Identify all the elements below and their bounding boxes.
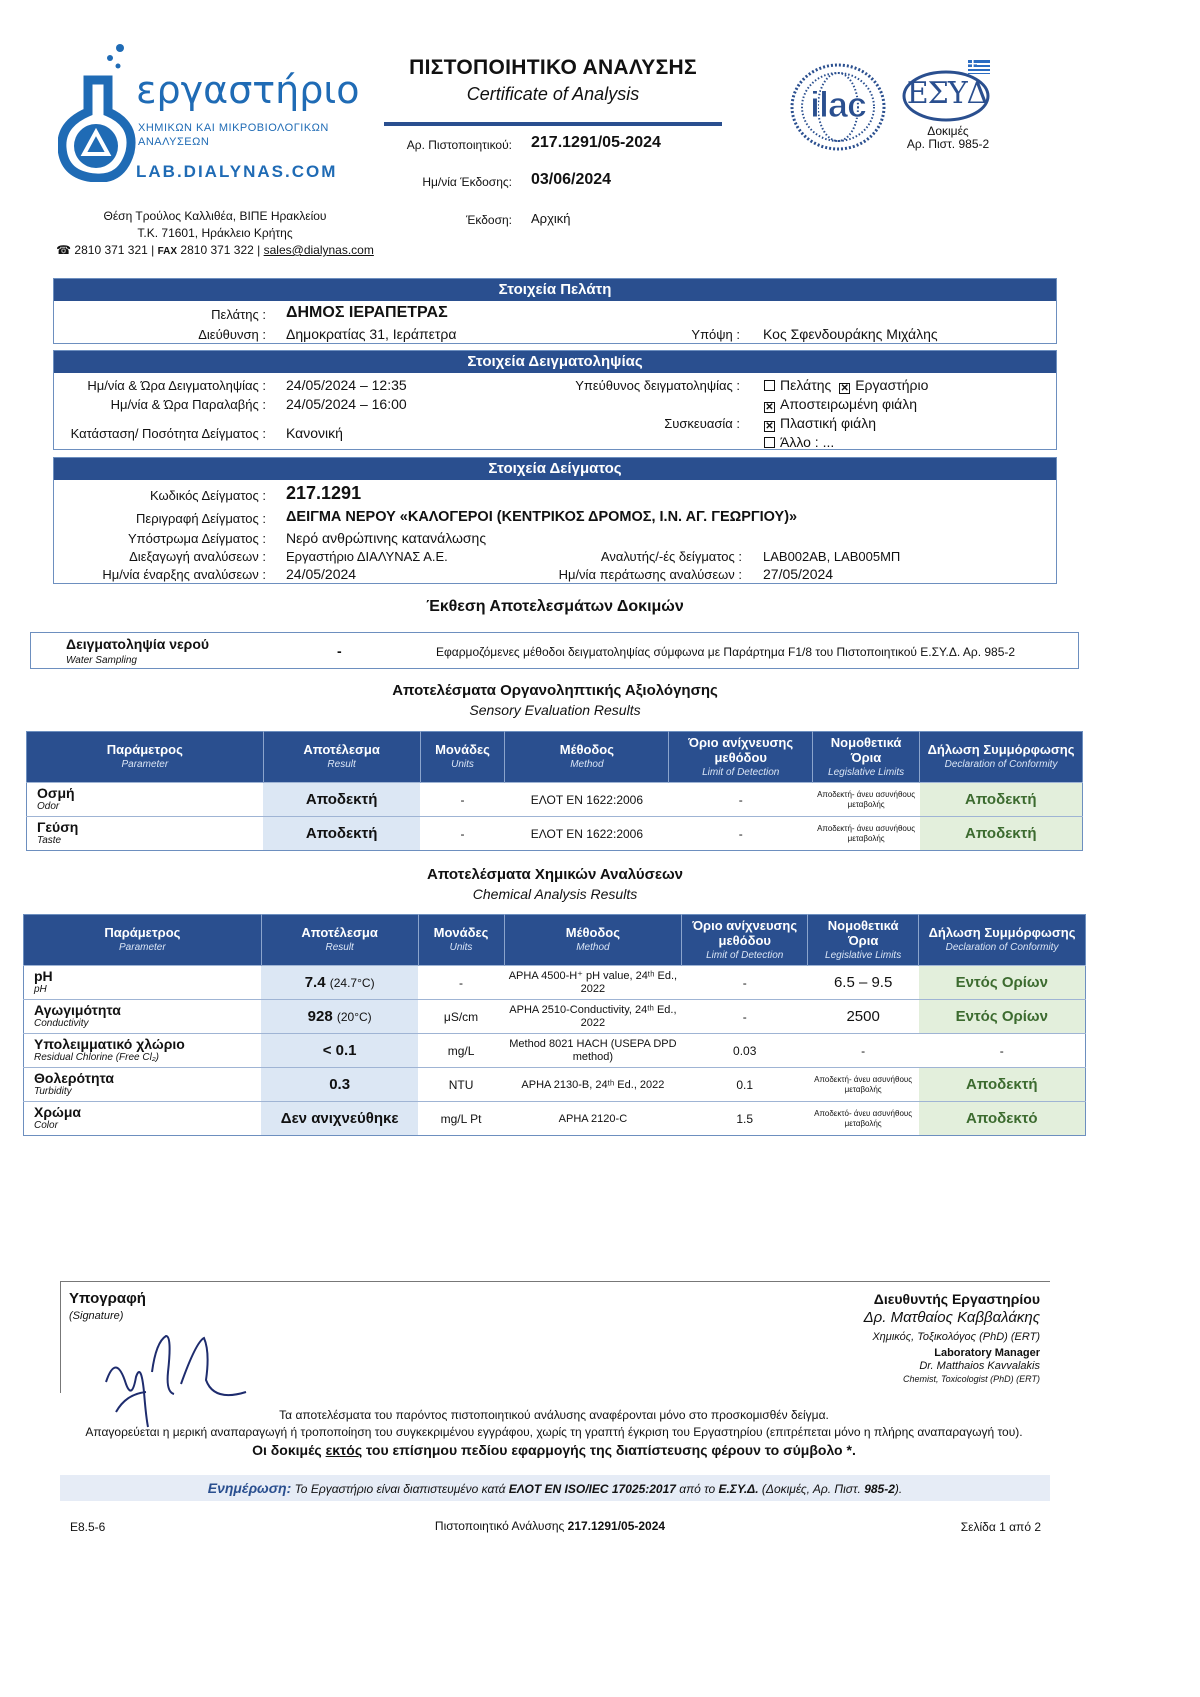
col-lod: Όριο ανίχνευσης μεθόδου Limit of Detection [669,732,813,783]
result-cell: Αποδεκτή [263,817,420,851]
lab-checkbox[interactable]: ✕ [840,383,849,394]
col-lod: Όριο ανίχνευσης μεθόδου Limit of Detection [682,915,808,966]
table-row [24,1000,1086,1034]
sensory-table [26,731,1083,851]
manager-name: Δρ. Ματθαίος Καββαλάκης [863,1309,1040,1326]
legal-cell: Αποδεκτή- άνευ ασυνήθους μεταβολής [813,783,920,817]
fax: 2810 371 322 [180,243,254,257]
ws-en: Water Sampling [66,655,137,666]
col-units: Μονάδες Units [420,732,505,783]
units-cell: - [420,817,505,851]
method-cell: ΕΛΟΤ ΕΝ 1622:2006 [505,783,669,817]
document-title-block [384,56,722,105]
method-cell: ΕΛΟΤ ΕΝ 1622:2006 [505,817,669,851]
conformity-cell: Αποδεκτό [919,1102,1086,1136]
sensory-subtitle: Sensory Evaluation Results [469,702,641,718]
param-cell: Χρώμα Color [24,1102,262,1136]
legal-cell: Αποδεκτό- άνευ ασυνήθους μεταβολής [808,1102,919,1136]
responsible-options [764,377,928,394]
esyd-line2: Αρ. Πιστ. 985-2 [906,137,990,151]
other-option: Άλλο : ... [780,434,835,450]
packaging-label: Συσκευασία : [664,416,740,431]
logo-sub2: ΑΝΑΛΥΣΕΩΝ [138,136,210,148]
legal-cell: 6.5 – 9.5 [808,966,919,1000]
matrix-label: Υπόστρωμα Δείγματος : [127,531,266,546]
manager-role-en: Chemist, Toxicologist (PhD) (ERT) [902,1374,1040,1384]
client-heading: Στοιχεία Πελάτη [54,279,1056,301]
water-sampling-row [30,632,1079,669]
sampling-heading: Στοιχεία Δειγματοληψίας [54,351,1056,373]
param-cell: Θολερότητα Turbidity [24,1068,262,1102]
logo-sub1: ΧΗΜΙΚΩΝ ΚΑΙ ΜΙΚΡΟΒΙΟΛΟΓΙΚΩΝ [138,122,329,134]
sterile-checkbox[interactable]: ✕ [765,402,774,413]
logo-name: εργαστήριο [136,68,360,112]
contact-line: ☎ 2810 371 321 | FAX 2810 371 322 | sales@dialynas.com [56,243,374,257]
plastic-option: Πλαστική φιάλη [780,415,877,431]
logo-web[interactable]: LAB.DIALYNAS.COM [136,162,338,181]
esyd-line1: Δοκιμές [927,124,969,138]
address-line2: Τ.Κ. 71601, Ηράκλειο Κρήτης [137,226,293,240]
chemical-title-block [300,866,810,902]
address-line1: Θέση Τρούλος Καλλιθέα, ΒΙΠΕ Ηρακλείου [103,209,327,223]
client-name: ΔΗΜΟΣ ΙΕΡΑΠΕΤΡΑΣ [286,304,448,321]
chemical-table [23,914,1086,1136]
chemical-subtitle: Chemical Analysis Results [472,886,638,902]
end-date: 27/05/2024 [763,566,834,582]
manager-title: Διευθυντής Εργαστηρίου [873,1291,1040,1307]
sample-desc-label: Περιγραφή Δείγματος : [136,511,266,526]
col-param: Παράμετρος Parameter [27,732,264,783]
client-label: Πελάτης : [211,307,266,322]
client-option: Πελάτης [780,377,832,393]
edition-label: Έκδοση: [465,213,512,227]
phone: 2810 371 321 [74,243,148,257]
conformity-cell: Αποδεκτή [919,1068,1086,1102]
signature-label: Υπογραφή [69,1290,146,1307]
units-cell: mg/L [418,1034,504,1068]
sampling-section [53,350,1057,450]
sample-section [53,457,1057,584]
report-heading: Έκθεση Αποτελεσμάτων Δοκιμών [426,598,684,615]
method-cell: APHA 2120-C [504,1102,682,1136]
lab-option: Εργαστήριο [855,377,929,393]
col-result: Αποτέλεσμα Result [261,915,418,966]
conformity-cell: Εντός Ορίων [919,966,1086,1000]
legal-cell: Αποδεκτή- άνευ ασυνήθους μεταβολής [813,817,920,851]
param-cell: Οσμή Odor [27,783,264,817]
flask-icon [58,42,138,182]
method-cell: Method 8021 HACH (USEPA DPD method) [504,1034,682,1068]
sample-heading: Στοιχεία Δείγματος [54,458,1056,480]
ws-text: Εφαρμοζόμενες μέθοδοι δειγματοληψίας σύμφωνα με Παράρτημα F1/8 του Πιστοποιητικού Ε.ΣΥ.Δ. Αρ. 985-2 [436,645,1016,659]
start-date: 24/05/2024 [286,566,357,582]
table-row [24,966,1086,1000]
page-number: Σελίδα 1 από 2 [960,1520,1041,1534]
sensory-title: Αποτελέσματα Οργανοληπτικής Αξιολόγησης [392,682,718,699]
sample-code: 217.1291 [286,483,362,503]
units-cell: μS/cm [418,1000,504,1034]
attn: Κος Σφενδουράκης Μιχάλης [763,326,938,342]
signature-label-en: (Signature) [69,1310,124,1322]
result-cell: Δεν ανιχνεύθηκε [261,1102,418,1136]
legal-cell: - [808,1034,919,1068]
lod-cell: 0.1 [682,1068,808,1102]
condition-label: Κατάσταση/ Ποσότητα Δείγματος : [70,426,266,441]
lod-cell: - [669,783,813,817]
units-cell: - [420,783,505,817]
col-method: Μέθοδος Method [504,915,682,966]
col-legal: Νομοθετικά Όρια Legislative Limits [813,732,920,783]
esyd-text: ΕΣΥΔ [906,76,988,111]
cert-no-label: Αρ. Πιστοποιητικού: [406,138,512,152]
sterile-option: Αποστειρωμένη φιάλη [780,396,918,412]
responsible-label: Υπεύθυνος δειγματοληψίας : [575,378,740,393]
lab-address [52,208,378,260]
form-code: E8.5-6 [70,1520,106,1534]
issue-date-label: Ημ/νία Έκδοσης: [422,175,512,189]
attn-label: Υπόψη : [691,327,740,342]
plastic-checkbox[interactable]: ✕ [765,421,774,432]
result-cell: 0.3 [261,1068,418,1102]
matrix: Νερό ανθρώπινης κατανάλωσης [286,530,487,546]
disclaimer [30,1407,1078,1460]
method-cell: APHA 2130-B, 24ᵗʰ Ed., 2022 [504,1068,682,1102]
lod-cell: 1.5 [682,1102,808,1136]
col-units: Μονάδες Units [418,915,504,966]
result-cell: Αποδεκτή [263,783,420,817]
result-cell: 928 (20°C) [261,1000,418,1034]
other-option-row [764,434,834,450]
table-row [27,783,1083,817]
sensory-title-block [300,682,810,718]
plastic-option-row [764,415,876,432]
param-cell: Υπολειμματικό χλώριο Residual Chlorine (Free Cl₂) [24,1034,262,1068]
lod-cell: - [669,817,813,851]
method-cell: APHA 2510-Conductivity, 24ᵗʰ Ed., 2022 [504,1000,682,1034]
disclaimer-line3: Οι δοκιμές εκτός του επίσημου πεδίου εφαρμογής της διαπίστευσης φέρουν το σύμβολο *. [252,1442,856,1458]
param-cell: Αγωγιμότητα Conductivity [24,1000,262,1034]
ws-gr: Δειγματοληψία νερού [66,636,210,652]
receipt-dt: 24/05/2024 – 16:00 [286,396,407,412]
other-checkbox[interactable] [764,437,775,448]
table-row [24,1034,1086,1068]
performed: Εργαστήριο ΔΙΑΛΥΝΑΣ Α.Ε. [286,549,448,564]
client-checkbox[interactable] [764,380,775,391]
units-cell: mg/L Pt [418,1102,504,1136]
lod-cell: - [682,966,808,1000]
receipt-dt-label: Ημ/νία & Ώρα Παραλαβής : [110,397,266,412]
result-cell: 7.4 (24.7°C) [261,966,418,1000]
conformity-cell: - [919,1034,1086,1068]
col-param: Παράμετρος Parameter [24,915,262,966]
col-legal: Νομοθετικά Όρια Legislative Limits [808,915,919,966]
edition: Αρχική [531,211,571,226]
param-cell: Γεύση Taste [27,817,264,851]
lod-cell: 0.03 [682,1034,808,1068]
start-label: Ημ/νία έναρξης αναλύσεων : [102,567,266,582]
table-row [24,1068,1086,1102]
end-label: Ημ/νία περάτωσης αναλύσεων : [558,567,742,582]
table-row [27,817,1083,851]
method-cell: APHA 4500-H⁺ pH value, 24ᵗʰ Ed., 2022 [504,966,682,1000]
client-address: Δημοκρατίας 31, Ιεράπετρα [286,326,457,342]
ws-dash: - [337,643,342,659]
title-underline [384,122,722,126]
accreditation-update: Ενημέρωση: Το Εργαστήριο είναι διαπιστευμένο κατά ΕΛΟΤ ΕΝ ISO/IEC 17025:2017 από το Ε.ΣΥ.Δ. (Δοκιμές, Αρ. Πιστ. 985-2). [60,1475,1050,1501]
sample-code-label: Κωδικός Δείγματος : [149,488,266,503]
param-cell: pH pH [24,966,262,1000]
email-link[interactable]: sales@dialynas.com [263,243,374,257]
chemical-title: Αποτελέσματα Χημικών Αναλύσεων [427,866,683,883]
conformity-cell: Εντός Ορίων [919,1000,1086,1034]
ilac-text: ilac [809,84,867,125]
legal-cell: 2500 [808,1000,919,1034]
sampling-dt: 24/05/2024 – 12:35 [286,377,407,393]
cert-no: 217.1291/05-2024 [531,134,661,151]
legal-cell: Αποδεκτή- άνευ ασυνήθους μεταβολής [808,1068,919,1102]
lod-cell: - [682,1000,808,1034]
manager-role: Χημικός, Τοξικολόγος (PhD) (ERT) [872,1331,1040,1343]
signature-box [60,1281,1050,1393]
result-cell: < 0.1 [261,1034,418,1068]
client-section [53,278,1057,344]
performed-label: Διεξαγωγή αναλύσεων : [129,549,266,564]
col-method: Μέθοδος Method [505,732,669,783]
condition: Κανονική [286,425,343,441]
issue-date: 03/06/2024 [531,171,612,188]
units-cell: - [418,966,504,1000]
conformity-cell: Αποδεκτή [920,817,1083,851]
address-label: Διεύθυνση : [198,327,266,342]
lab-logo [58,42,378,192]
sample-desc: ΔΕΙΓΜΑ ΝΕΡΟΥ «ΚΑΛΟΓΕΡΟΙ (ΚΕΝΤΡΙΚΟΣ ΔΡΟΜΟΣ, Ι.Ν. ΑΓ. ΓΕΩΡΓΙΟΥ)» [286,509,798,525]
ilac-logo [788,62,888,152]
units-cell: NTU [418,1068,504,1102]
analysts-label: Αναλυτής/-ές δείγματος : [600,549,742,564]
sampling-dt-label: Ημ/νία & Ώρα Δειγματοληψίας : [87,378,266,393]
fax-label: FAX [157,246,178,257]
phone-icon: ☎ [56,243,72,257]
esyd-logo [896,60,1000,151]
manager-title-en: Laboratory Manager [934,1347,1040,1359]
analysts: LAB002AB, LAB005ΜΠ [763,549,901,564]
col-conformity: Δήλωση Συμμόρφωσης Declaration of Conformity [920,732,1083,783]
col-result: Αποτέλεσμα Result [263,732,420,783]
conformity-cell: Αποδεκτή [920,783,1083,817]
doc-ref: Πιστοποιητικό Ανάλυσης 217.1291/05-2024 [434,1519,666,1533]
manager-name-en: Dr. Matthaios Kavvalakis [919,1360,1040,1372]
document-title: ΠΙΣΤΟΠΟΙΗΤΙΚΟ ΑΝΑΛΥΣΗΣ [409,56,697,79]
disclaimer-line1: Τα αποτελέσματα του παρόντος πιστοποιητικού ανάλυσης αναφέρονται μόνο στο προσκομισθέν δείγμα. [279,1408,829,1422]
sterile-option-row [764,396,917,413]
document-subtitle: Certificate of Analysis [466,84,640,104]
disclaimer-line2: Απαγορεύεται η μερική αναπαραγωγή ή τροποποίηση του συγκεκριμένου εγγράφου, χωρίς τη γραπτή έγκριση του Εργαστηρίου (επιτρέπεται μόνο η πλήρης αναπαραγωγή του). [85,1425,1023,1439]
table-row [24,1102,1086,1136]
col-conformity: Δήλωση Συμμόρφωσης Declaration of Conformity [919,915,1086,966]
